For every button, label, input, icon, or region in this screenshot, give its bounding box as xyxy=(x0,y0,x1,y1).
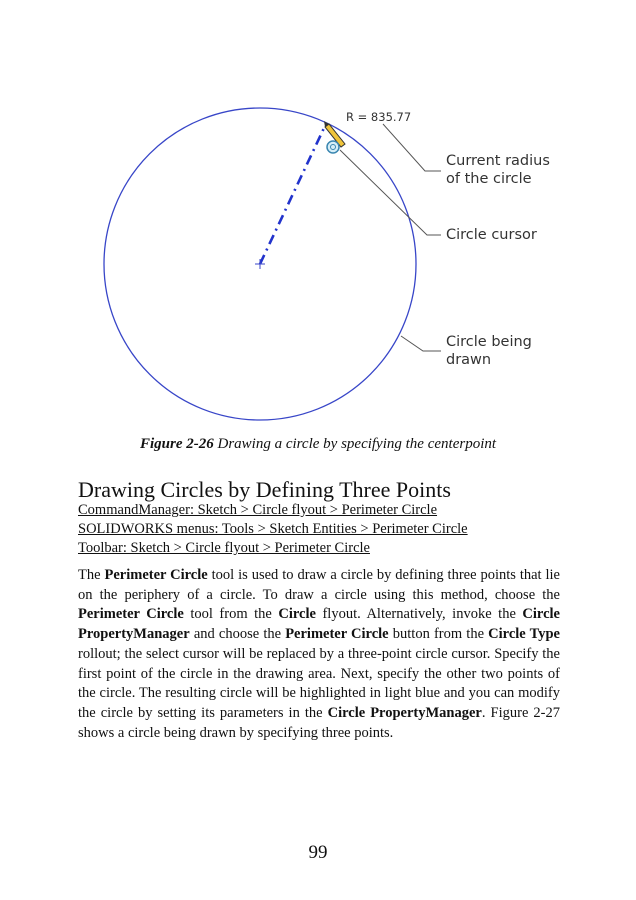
leader-circle-cursor xyxy=(340,150,441,235)
menu-path-commandmanager: CommandManager: Sketch > Circle flyout > Perimeter Circle xyxy=(78,502,438,518)
page-number: 99 xyxy=(308,842,328,863)
menu-path-solidworks-menus: SOLIDWORKS menus: Tools > Sketch Entities > Perimeter Circle xyxy=(78,521,468,537)
label-circle-cursor: Circle cursor xyxy=(446,227,537,243)
caption-number: Figure 2-26 xyxy=(139,436,214,452)
centerpoint-marker xyxy=(255,259,265,269)
circle-drawing xyxy=(0,0,636,440)
leader-circle-being-drawn xyxy=(401,336,441,351)
radius-line xyxy=(260,128,324,264)
menu-path-toolbar: Toolbar: Sketch > Circle flyout > Perimeter Circle xyxy=(78,540,370,556)
radius-readout: R = 835.77 xyxy=(346,110,412,124)
label-current-radius: Current radius of the circle xyxy=(446,153,550,187)
caption-text: Drawing a circle by specifying the centerpoint xyxy=(213,436,497,452)
label-circle-being-drawn: Circle being drawn xyxy=(446,334,532,368)
figure-caption xyxy=(0,436,636,453)
section-heading: Drawing Circles by Defining Three Points xyxy=(78,477,451,502)
body-paragraph: The Perimeter Circle tool is used to draw a circle by defining three points that lie on the periphery of a circle. To draw a circle using this method, choose the Perimeter Circle tool from the Circle flyout. Alternatively, invoke the Circle PropertyManager and choose the Perimeter Circle button from the Circle Type rollout; the select cursor will be replaced by a three-point circle cursor. Specify the first point of the circle in the drawing area. Next, specify the other two points of the circle. The resulting circle will be highlighted in light blue and you can modify the circle by setting its parameters in the Circle PropertyManager. Figure 2-27 shows a circle being drawn by specifying three points. xyxy=(78,567,560,741)
circle-cursor-icon xyxy=(327,141,339,153)
figure-2-26 xyxy=(0,0,636,440)
leader-current-radius xyxy=(383,124,441,171)
